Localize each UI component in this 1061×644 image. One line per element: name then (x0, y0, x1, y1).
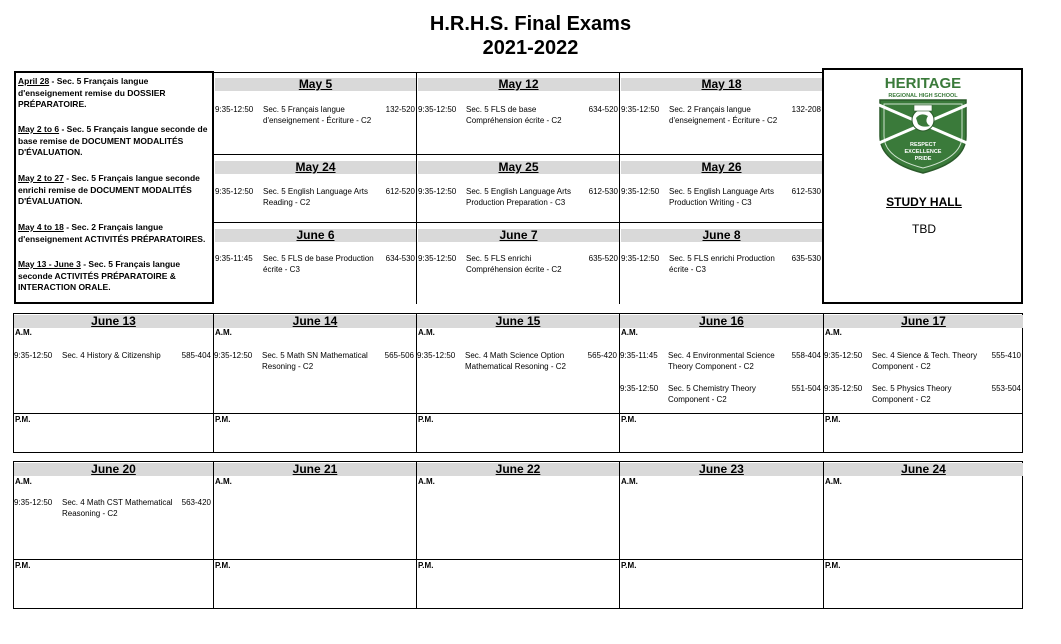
pm-label: P.M. (825, 561, 841, 570)
day-header: June 21 (214, 463, 416, 476)
day-header: May 25 (418, 161, 619, 174)
exam-room: 635-530 (791, 254, 821, 263)
exam-time: 9:35-12:50 (824, 351, 863, 360)
exam-course: Sec. 5 Chemistry Theory Component - C2 (668, 384, 756, 404)
exam-room: 563-420 (181, 498, 211, 507)
divider (13, 559, 1023, 560)
exam-time: 9:35-12:50 (620, 384, 659, 393)
note-date: May 2 to 6 (18, 124, 60, 134)
divider (13, 461, 14, 608)
exam-course: Sec. 5 English Language Arts Reading - C2 (263, 187, 368, 207)
am-label: A.M. (15, 477, 32, 486)
exam-entry (621, 253, 821, 277)
exam-course: Sec. 4 Math CST Mathematical Reasoning - C2 (62, 498, 173, 518)
exam-entry (215, 104, 415, 128)
logo-motto-2: EXCELLENCE (904, 149, 942, 155)
exam-room: 634-520 (588, 105, 618, 114)
note-item (18, 222, 214, 245)
day-header: June 20 (14, 463, 213, 476)
exam-time: 9:35-12:50 (621, 105, 660, 114)
day-header: June 17 (824, 315, 1023, 328)
study-hall-value: TBD (912, 222, 936, 236)
exam-entry (824, 350, 1021, 374)
day-header: May 12 (418, 78, 619, 91)
divider (213, 461, 214, 608)
note-text: - Sec. 5 Français langue d'enseignement remise du DOSSIER PRÉPARATOIRE. (18, 76, 166, 110)
divider (13, 313, 14, 452)
exam-course: Sec. 4 Math Science Option Mathematical Resoning - C2 (465, 351, 566, 371)
note-text: - Sec. 5 Français langue seconde enrichi remise de DOCUMENT MODALITÉS D'ÉVALUATION. (18, 173, 200, 207)
exam-room: 635-520 (588, 254, 618, 263)
exam-time: 9:35-12:50 (824, 384, 863, 393)
exam-course: Sec. 5 FLS de base Compréhension écrite - C2 (466, 105, 562, 125)
exam-time: 9:35-12:50 (215, 105, 254, 114)
am-label: A.M. (621, 477, 638, 486)
exam-time: 9:35-12:50 (621, 254, 660, 263)
exam-course: Sec. 5 FLS enrichi Production écrite - C3 (669, 254, 775, 274)
divider (619, 461, 620, 608)
exam-room: 132-520 (385, 105, 415, 114)
school-crest-icon (858, 74, 988, 174)
exam-entry (418, 104, 618, 128)
exam-entry (14, 497, 211, 521)
divider (1022, 461, 1023, 608)
am-label: A.M. (825, 477, 842, 486)
exam-time: 9:35-12:50 (418, 105, 457, 114)
day-header: June 24 (824, 463, 1023, 476)
exam-course: Sec. 4 Sience & Tech. Theory Component - C2 (872, 351, 978, 371)
exam-entry (418, 186, 618, 210)
divider (1022, 313, 1023, 452)
exam-time: 9:35-12:50 (418, 254, 457, 263)
day-header: June 14 (214, 315, 416, 328)
note-item (18, 76, 214, 111)
exam-time: 9:35-12:50 (214, 351, 253, 360)
exam-time: 9:35-12:50 (418, 187, 457, 196)
exam-entry (14, 350, 211, 374)
note-item (18, 124, 214, 159)
exam-course: Sec. 4 Environmental Science Theory Component - C2 (668, 351, 775, 371)
exam-course: Sec. 5 Math SN Mathematical Resoning - C2 (262, 351, 368, 371)
exam-time: 9:35-12:50 (14, 351, 53, 360)
note-text: - Sec. 2 Français langue d'enseignement ACTIVITÉS PRÉPARATOIRES. (18, 222, 206, 244)
pm-label: P.M. (15, 561, 31, 570)
exam-entry (417, 350, 617, 374)
am-label: A.M. (15, 328, 32, 337)
pm-label: P.M. (825, 415, 841, 424)
note-text: - Sec. 5 Français langue seconde de base remise de DOCUMENT MODALITÉS D'ÉVALUATION. (18, 124, 208, 158)
page-title: H.R.H.S. Final Exams (429, 13, 632, 35)
exam-entry (620, 350, 821, 374)
exam-time: 9:35-12:50 (14, 498, 53, 507)
divider (214, 222, 822, 223)
exam-course: Sec. 5 FLS enrichi Compréhension écrite - C2 (466, 254, 562, 274)
exam-entry (621, 186, 821, 210)
exam-room: 612-530 (791, 187, 821, 196)
pm-label: P.M. (15, 415, 31, 424)
study-hall-title: STUDY HALL (886, 195, 962, 209)
exam-course: Sec. 4 History & Citizenship (62, 351, 161, 360)
note-item (18, 173, 214, 208)
note-text: - Sec. 5 Français langue seconde ACTIVITÉS PRÉPARATOIRE & INTERACTION ORALE. (18, 259, 181, 293)
exam-room: 551-504 (791, 384, 821, 393)
exam-room: 553-504 (991, 384, 1021, 393)
note-item (18, 259, 214, 294)
exam-room: 555-410 (991, 351, 1021, 360)
day-header: May 18 (621, 78, 822, 91)
pm-label: P.M. (621, 561, 637, 570)
day-header: May 24 (215, 161, 416, 174)
divider (214, 154, 822, 155)
note-date: May 13 - June 3 (18, 259, 81, 269)
divider (823, 461, 824, 608)
exam-course: Sec. 5 English Language Arts Production Writing - C3 (669, 187, 774, 207)
logo-text: HERITAGE (884, 75, 962, 92)
exam-entry (215, 186, 415, 210)
exam-course: Sec. 5 English Language Arts Production Preparation - C3 (466, 187, 571, 207)
logo-motto-3: PRIDE (914, 156, 932, 162)
exam-course: Sec. 5 Français langue d'enseignement - Écriture - C2 (263, 105, 372, 125)
divider (214, 72, 822, 73)
am-label: A.M. (825, 328, 842, 337)
note-date: April 28 (18, 76, 50, 86)
logo-motto-1: RESPECT (910, 142, 936, 148)
exam-entry (214, 350, 414, 374)
pm-label: P.M. (215, 415, 231, 424)
am-label: A.M. (215, 477, 232, 486)
pm-label: P.M. (418, 415, 434, 424)
pm-label: P.M. (215, 561, 231, 570)
note-date: May 2 to 27 (18, 173, 64, 183)
day-header: June 23 (620, 463, 823, 476)
day-header: June 13 (14, 315, 213, 328)
exam-entry (215, 253, 415, 277)
divider (619, 72, 620, 304)
divider (13, 452, 1023, 453)
exam-entry (418, 253, 618, 277)
day-header: June 6 (215, 229, 416, 242)
divider (416, 313, 417, 452)
day-header: May 26 (621, 161, 822, 174)
divider (416, 72, 417, 304)
day-header: June 15 (417, 315, 619, 328)
divider (13, 608, 1023, 609)
divider (13, 413, 1023, 414)
day-header: June 8 (621, 229, 822, 242)
exam-time: 9:35-12:50 (621, 187, 660, 196)
exam-room: 585-404 (181, 351, 211, 360)
exam-entry (620, 383, 821, 407)
exam-room: 565-420 (587, 351, 617, 360)
exam-course: Sec. 2 Français langue d'enseignement - Écriture - C2 (669, 105, 778, 125)
exam-time: 9:35-12:50 (215, 187, 254, 196)
exam-room: 132-208 (791, 105, 821, 114)
day-header: June 7 (418, 229, 619, 242)
divider (213, 313, 214, 452)
exam-room: 634-530 (385, 254, 415, 263)
note-date: May 4 to 18 (18, 222, 64, 232)
day-header: June 22 (417, 463, 619, 476)
exam-room: 612-530 (588, 187, 618, 196)
exam-entry (824, 383, 1021, 407)
logo-subtext: REGIONAL HIGH SCHOOL (888, 93, 958, 99)
exam-time: 9:35-12:50 (417, 351, 456, 360)
pm-label: P.M. (621, 415, 637, 424)
exam-time: 9:35-11:45 (215, 254, 253, 263)
divider (416, 461, 417, 608)
am-label: A.M. (215, 328, 232, 337)
exam-entry (621, 104, 821, 128)
am-label: A.M. (418, 328, 435, 337)
page-subtitle-year: 2021-2022 (482, 37, 579, 59)
day-header: June 16 (620, 315, 823, 328)
exam-course: Sec. 5 Physics Theory Component - C2 (872, 384, 952, 404)
exam-room: 612-520 (385, 187, 415, 196)
am-label: A.M. (621, 328, 638, 337)
exam-time: 9:35-11:45 (620, 351, 658, 360)
exam-room: 558-404 (791, 351, 821, 360)
day-header: May 5 (215, 78, 416, 91)
exam-course: Sec. 5 FLS de base Production écrite - C3 (263, 254, 374, 274)
am-label: A.M. (418, 477, 435, 486)
pm-label: P.M. (418, 561, 434, 570)
exam-room: 565-506 (384, 351, 414, 360)
